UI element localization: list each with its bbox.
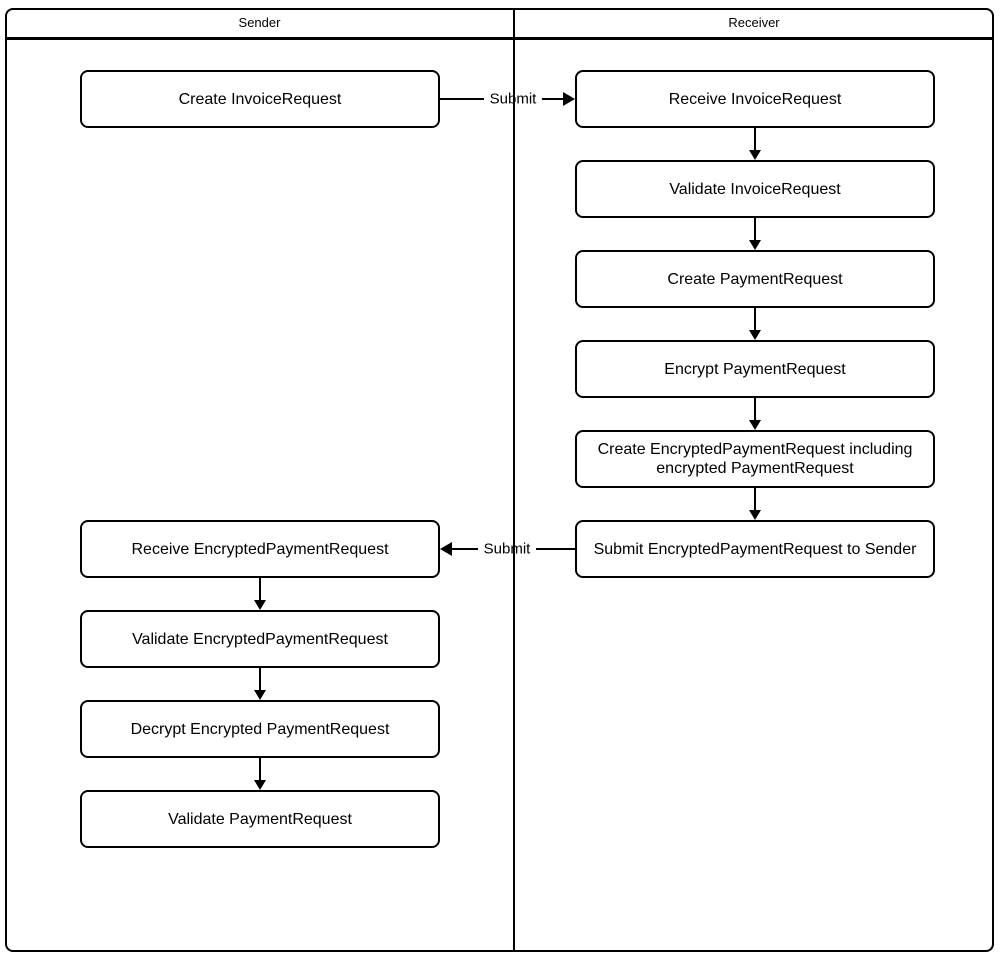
flow-node-create-paymentrequest <box>575 250 935 308</box>
flow-node-encrypt-paymentrequest <box>575 340 935 398</box>
connector-line <box>259 578 261 601</box>
connector-line <box>452 548 478 550</box>
flow-node-submit-encryptedpaymentrequest <box>575 520 935 578</box>
swimlane-header-receiver-label: Receiver <box>728 15 780 30</box>
arrowhead-down-icon <box>749 420 761 430</box>
flow-node-label: Decrypt Encrypted PaymentRequest <box>130 720 390 738</box>
connector-line <box>259 758 261 781</box>
flow-node-label: Validate InvoiceRequest <box>669 180 841 198</box>
arrowhead-right-icon <box>563 92 575 106</box>
swimlane-header-receiver <box>514 8 994 37</box>
arrowhead-down-icon <box>254 690 266 700</box>
arrow-label-submit-invoice: Submit <box>489 90 537 108</box>
flow-node-label: Receive EncryptedPaymentRequest <box>131 540 389 558</box>
flow-node-decrypt-encrypted-paymentrequest <box>80 700 440 758</box>
lane-divider <box>513 8 515 952</box>
flow-node-label: Encrypt PaymentRequest <box>664 360 846 378</box>
flow-node-validate-paymentrequest <box>80 790 440 848</box>
connector-line <box>754 308 756 331</box>
connector-line <box>754 398 756 421</box>
arrowhead-down-icon <box>749 330 761 340</box>
flow-node-label: Validate EncryptedPaymentRequest <box>132 630 388 648</box>
connector-line <box>440 98 484 100</box>
connector-line <box>536 548 575 550</box>
connector-line <box>259 668 261 691</box>
flow-node-validate-encryptedpaymentrequest <box>80 610 440 668</box>
arrowhead-down-icon <box>749 240 761 250</box>
connector-line <box>542 98 564 100</box>
flow-node-label: Create EncryptedPaymentRequest including encrypted PaymentRequest <box>597 441 913 477</box>
arrowhead-down-icon <box>749 510 761 520</box>
flow-node-create-invoicerequest <box>80 70 440 128</box>
flow-node-label: Validate PaymentRequest <box>168 810 352 828</box>
connector-line <box>754 128 756 151</box>
flow-node-create-encryptedpaymentrequest <box>575 430 935 488</box>
connector-line <box>754 488 756 511</box>
flow-node-label: Create InvoiceRequest <box>178 90 342 108</box>
lane-header-separator <box>5 37 994 40</box>
connector-line <box>754 218 756 241</box>
flow-node-receive-encryptedpaymentrequest <box>80 520 440 578</box>
arrow-label-submit-payment: Submit <box>483 540 531 558</box>
flow-node-label: Receive InvoiceRequest <box>668 90 842 108</box>
arrowhead-down-icon <box>254 780 266 790</box>
swimlane-header-sender <box>5 8 514 37</box>
arrowhead-left-icon <box>440 542 452 556</box>
arrowhead-down-icon <box>749 150 761 160</box>
swimlane-header-sender-label: Sender <box>238 15 281 30</box>
arrowhead-down-icon <box>254 600 266 610</box>
flow-node-label: Create PaymentRequest <box>667 270 843 288</box>
flow-node-validate-invoicerequest <box>575 160 935 218</box>
flow-node-label: Submit EncryptedPaymentRequest to Sender <box>593 540 917 558</box>
flow-node-receive-invoicerequest <box>575 70 935 128</box>
